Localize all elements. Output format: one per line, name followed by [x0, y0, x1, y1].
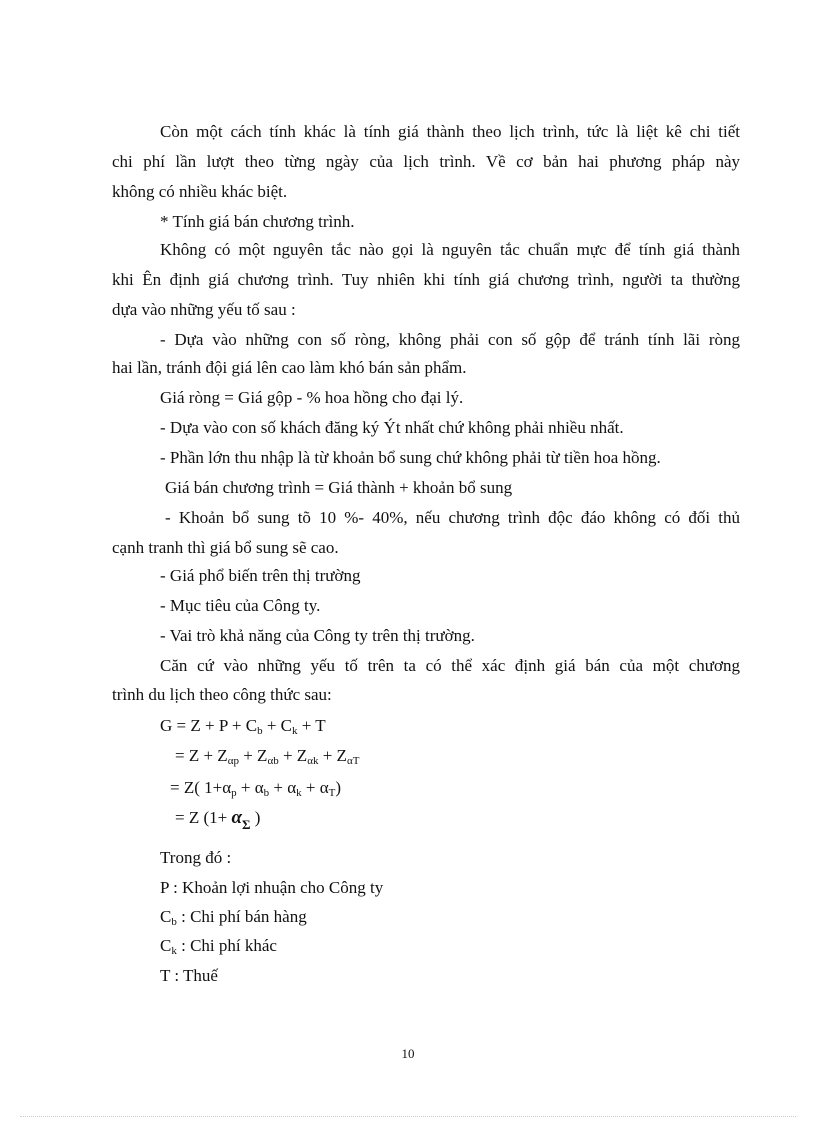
paragraph-line: trình du lịch theo công thức sau: [112, 685, 332, 704]
paragraph-line: - Dựa vào con số khách đăng ký Ýt nhất chứ không phải nhiều nhất. [160, 418, 624, 437]
paragraph-line: Không có một nguyên tắc nào gọi là nguyên tắc chuẩn mực để tính giá thành [160, 240, 740, 259]
paragraph-line: khi Ên định giá chương trình. Tuy nhiên khi tính giá chương trình, người ta thường [112, 270, 740, 289]
legend-title: Trong đó : [160, 848, 232, 867]
paragraph-line: không có nhiều khác biệt. [112, 182, 288, 201]
formula-line-3: = Z( $1+\alpha_p + \alpha_b + \alpha_k + \alpha_T$) [170, 778, 342, 799]
legend-item-ck: $C_k$ : Chi phí khác [160, 936, 277, 957]
formula-line-1: $G = Z + P + C_b + C_k + T$ [160, 716, 326, 737]
page-bottom-divider [20, 1116, 796, 1117]
paragraph-line: cạnh tranh thì giá bổ sung sẽ cao. [112, 538, 339, 557]
paragraph-line: - Vai trò khả năng của Công ty trên thị trường. [160, 626, 475, 645]
paragraph-line: - Giá phổ biến trên thị trường [160, 566, 361, 585]
paragraph-line: Còn một cách tính khác là tính giá thành theo lịch trình, tức là liệt kê chi tiết [160, 122, 740, 141]
formula-line-2: = $Z + Z_{\alpha p} + Z_{\alpha b} + Z_{\alpha k} + Z_{\alpha T}$ [175, 746, 360, 767]
sigma-symbol: Σ [242, 817, 251, 832]
paragraph-line: - Mục tiêu của Công ty. [160, 596, 321, 615]
paragraph-line: - Khoản bổ sung tõ 10 %- 40%, nếu chương trình độc đáo không có đối thủ [165, 508, 740, 527]
section-heading: * Tính giá bán chương trình. [160, 212, 355, 231]
legend-item-t: T : Thuế [160, 966, 218, 985]
legend-item-cb: $C_b$ : Chi phí bán hàng [160, 907, 307, 928]
paragraph-line: hai lần, tránh đội giá lên cao làm khó bán sản phẩm. [112, 358, 467, 377]
paragraph-line: Giá bán chương trình = Giá thành + khoản bổ sung [165, 478, 513, 497]
alpha-symbol: α [231, 807, 242, 828]
formula-line-4: = Z ($1+ \alpha_\Sigma$ ) [175, 807, 261, 832]
legend-item-p: P : Khoản lợi nhuận cho Công ty [160, 878, 384, 897]
paragraph-line: - Dựa vào những con số ròng, không phải con số gộp để tránh tính lãi ròng [160, 330, 740, 349]
paragraph-line: Giá ròng = Giá gộp - % hoa hồng cho đại lý. [160, 388, 464, 407]
page-number: 10 [401, 1046, 415, 1061]
paragraph-line: Căn cứ vào những yếu tố trên ta có thể xác định giá bán của một chương [160, 656, 740, 675]
paragraph-line: dựa vào những yếu tố sau : [112, 300, 296, 319]
paragraph-line: - Phần lớn thu nhập là từ khoản bổ sung chứ không phải từ tiền hoa hồng. [160, 448, 661, 467]
paragraph-line: chi phí lần lượt theo từng ngày của lịch trình. Về cơ bản hai phương pháp này [112, 152, 740, 171]
